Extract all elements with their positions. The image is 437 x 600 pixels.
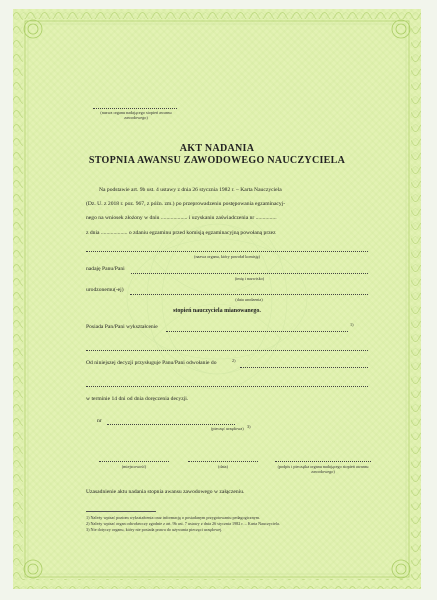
appeal-body-field-line-2[interactable]: [86, 386, 368, 387]
seal-caption: (pieczęć urzędowa): [211, 426, 244, 431]
footnote-ref-1: 1): [350, 322, 354, 327]
education-label: Posiada Pan/Pani wykształcenie: [86, 324, 158, 330]
footnote-ref-2: 2): [232, 358, 236, 363]
footnote-ref-3: 3): [247, 424, 251, 429]
document-subtitle: STOPNIA AWANSU ZAWODOWEGO NAUCZYCIELA: [88, 155, 346, 166]
document-title: AKT NADANIA: [179, 143, 255, 154]
certificate-paper: [13, 9, 421, 589]
degree-text: stopień nauczyciela mianowanego.: [173, 308, 261, 314]
education-field-line-2[interactable]: [86, 350, 368, 351]
birth-label: urodzonemu(-ej): [86, 287, 124, 293]
appeal-label: Od niniejszej decyzji przysługuje Panu/Pani odwołanie do: [86, 360, 217, 366]
education-field[interactable]: [166, 331, 348, 332]
issuer-caption: (nazwa organu nadającego stopień awansu zawodowego): [100, 110, 172, 120]
appeal-body-field[interactable]: [240, 367, 368, 368]
footnote-3: 3) Nie dotyczy organu, który nie posiada prawa do używania pieczęci urzędowej.: [86, 527, 223, 532]
name-label: nadaję Panu/Pani: [86, 266, 125, 272]
footnote-separator: [86, 511, 156, 512]
legal-basis-line-4: z dnia ................... o zdaniu egzaminu przed komisją egzaminacyjną powołaną przez: [86, 230, 276, 236]
issuer-name-field[interactable]: [93, 108, 177, 109]
legal-basis-line-1: Na podstawie art. 9b ust. 4 ustawy z dnia 26 stycznia 1982 r. – Karta Nauczyciela: [99, 187, 282, 193]
place-field[interactable]: [99, 461, 169, 462]
signature-field[interactable]: [275, 461, 371, 462]
justification-note: Uzasadnienie aktu nadania stopnia awansu zawodowego w załączeniu.: [86, 489, 245, 495]
commission-caption: (nazwa organu, który powołał komisję): [194, 254, 260, 259]
date-caption: (data): [218, 464, 228, 469]
legal-basis-line-3: nego na wniosek złożony w dniu ................... i uzyskaniu zaświadczenia nr ...............: [86, 215, 277, 221]
birth-date-field[interactable]: [130, 294, 368, 295]
name-caption: (imię i nazwisko): [234, 276, 265, 281]
appeal-term: w terminie 14 dni od dnia doręczenia decyzji.: [86, 396, 189, 402]
document-number-field[interactable]: [107, 424, 235, 425]
birth-caption: (data urodzenia): [235, 297, 263, 302]
signature-caption: (podpis i pieczątka organu nadającego stopień awansu zawodowego): [277, 464, 369, 474]
commission-field[interactable]: [86, 251, 368, 252]
nr-label: nr: [97, 418, 102, 424]
date-field[interactable]: [188, 461, 258, 462]
footnote-2: 2) Należy wpisać organ odwoławczy zgodnie z art. 9b ust. 7 ustawy z dnia 26 stycznia 1982 r. – Karta Nauczyciela.: [86, 521, 280, 526]
legal-basis-line-2: (Dz. U. z 2018 r. poz. 967, z późn. zm.) po przeprowadzeniu postępowania egzaminacyj-: [86, 201, 286, 207]
place-caption: (miejscowość): [121, 464, 147, 469]
name-field[interactable]: [131, 273, 368, 274]
footnote-1: 1) Należy wpisać poziom wykształcenia oraz informację o posiadanym przygotowaniu pedagogicznym.: [86, 515, 261, 520]
